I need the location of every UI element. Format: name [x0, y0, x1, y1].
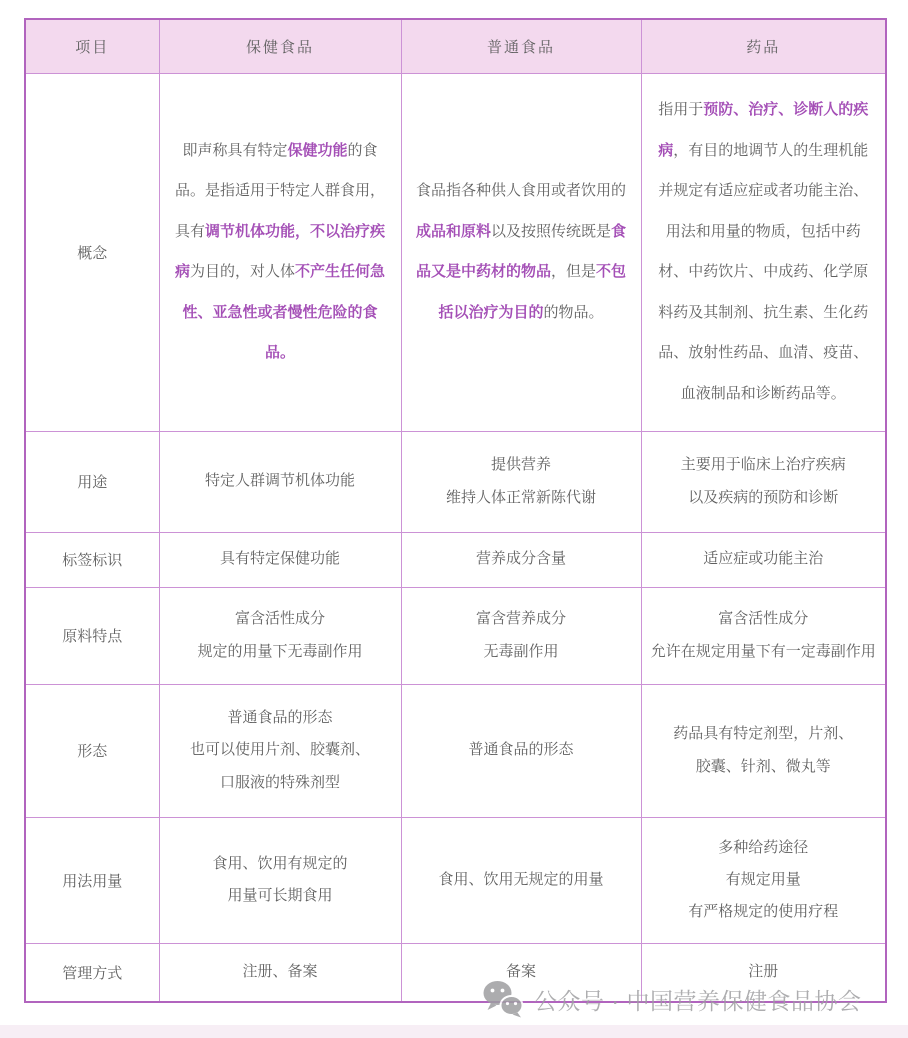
cell-line: 注册 — [748, 963, 779, 981]
table-cell — [159, 817, 401, 943]
table-row — [25, 817, 886, 943]
cell-line: 允许在规定用量下有一定毒副作用 — [650, 642, 876, 660]
table-cell — [159, 943, 401, 1002]
cell-line: 适应症或功能主治 — [703, 550, 824, 568]
column-header: 药品 — [641, 19, 886, 73]
cell-line: 提供营养 — [490, 456, 551, 474]
cell-line: 富含营养成分 — [475, 610, 566, 628]
body-text: 以及按照传统既是 — [490, 222, 611, 240]
watermark — [482, 980, 861, 1018]
cell-line: 维持人体正常新陈代谢 — [445, 488, 596, 506]
body-text: 即声称具有特定 — [182, 141, 288, 159]
table-cell — [159, 73, 401, 431]
highlighted-text: 预防、治疗、诊断人的疾病 — [658, 101, 869, 159]
bottom-strip — [0, 1025, 908, 1038]
body-text: 食品指各种供人食用或者饮用的 — [415, 182, 626, 199]
cell-line: 口服液的特殊剂型 — [219, 773, 340, 791]
cell-line: 有严格规定的使用疗程 — [688, 903, 839, 921]
highlighted-text: 保健功能 — [287, 141, 348, 159]
watermark-text: 公众号 · 中国营养保健食品协会 — [534, 987, 862, 1014]
table-cell — [401, 532, 641, 587]
cell-line: 胶囊、针剂、微丸等 — [695, 757, 831, 775]
body-text: ，但是 — [550, 263, 596, 280]
table-cell — [641, 817, 886, 943]
cell-line: 普通食品的形态 — [468, 741, 574, 759]
cell-line: 注册、备案 — [242, 963, 318, 981]
highlighted-text: 不产生任何急性、亚急性或者慢性危险的食品。 — [182, 263, 386, 361]
cell-line: 备案 — [505, 963, 536, 981]
cell-line: 也可以使用片剂、胶囊剂、 — [189, 741, 370, 759]
table-cell — [159, 587, 401, 684]
header-row — [25, 19, 886, 73]
cell-line: 有规定用量 — [725, 870, 801, 888]
table-cell — [401, 431, 641, 532]
body-text: ，有目的地调节人的生理机能并规定有适应症或者功能主治、用法和用量的物质，包括中药材、中药饮片、中成药、化学原料药及其制剂、抗生素、生化药品、放射性药品、血清、疫苗、血液制品和诊断药品等。 — [658, 141, 869, 402]
cell-line: 药品具有特定剂型，片剂、 — [673, 725, 854, 743]
cell-line: 特定人群调节机体功能 — [204, 472, 355, 490]
table-cell — [641, 532, 886, 587]
table-cell — [641, 431, 886, 532]
comparison-table — [24, 18, 887, 1003]
table-row — [25, 431, 886, 532]
column-header: 普通食品 — [401, 19, 641, 73]
highlighted-text: 调节机体功能，不以治疗疾病 — [174, 222, 386, 280]
row-label: 概念 — [25, 73, 159, 431]
cell-line: 用量可长期食用 — [227, 887, 333, 904]
row-label: 原料特点 — [25, 587, 159, 684]
cell-line: 无毒副作用 — [483, 642, 559, 660]
table-cell — [641, 73, 886, 431]
table-cell — [159, 431, 401, 532]
table-cell — [401, 684, 641, 817]
cell-line: 富含活性成分 — [234, 610, 325, 628]
table-cell — [401, 73, 641, 431]
highlighted-text: 食品又是中药材的物品 — [415, 222, 627, 280]
highlighted-text: 不包括以治疗为目的 — [438, 263, 627, 321]
table-cell — [641, 587, 886, 684]
body-text: 为目的，对人体 — [189, 263, 295, 280]
body-text: 的食品。是指适用于特定人群食用，具有 — [174, 141, 385, 240]
table-row — [25, 73, 886, 431]
row-label: 形态 — [25, 684, 159, 817]
cell-line: 以及疾病的预防和诊断 — [688, 488, 839, 506]
row-label: 管理方式 — [25, 943, 159, 1002]
cell-line: 食用、饮用无规定的用量 — [438, 870, 604, 888]
table-cell — [401, 587, 641, 684]
cell-line: 普通食品的形态 — [227, 709, 333, 727]
table-row — [25, 684, 886, 817]
cell-line: 营养成分含量 — [475, 550, 566, 568]
cell-line: 主要用于临床上治疗疾病 — [680, 456, 846, 474]
cell-line: 富含活性成分 — [718, 610, 809, 628]
table-cell — [159, 532, 401, 587]
body-text: 指用于 — [658, 101, 704, 118]
table-cell — [641, 684, 886, 817]
cell-line: 多种给药途径 — [718, 838, 809, 856]
wechat-icon — [482, 980, 524, 1018]
table-cell — [401, 817, 641, 943]
row-label: 标签标识 — [25, 532, 159, 587]
column-header: 保健食品 — [159, 19, 401, 73]
highlighted-text: 成品和原料 — [415, 222, 491, 240]
table-cell — [159, 684, 401, 817]
row-label: 用法用量 — [25, 817, 159, 943]
body-text: 的物品。 — [543, 303, 604, 321]
table-row — [25, 587, 886, 684]
table-row — [25, 532, 886, 587]
table-header — [25, 19, 886, 73]
cell-line: 具有特定保健功能 — [219, 550, 340, 568]
row-label: 用途 — [25, 431, 159, 532]
column-header: 项目 — [25, 19, 159, 73]
table-body — [25, 73, 886, 1002]
cell-line: 食用、饮用有规定的 — [212, 854, 348, 872]
cell-line: 规定的用量下无毒副作用 — [197, 642, 363, 660]
